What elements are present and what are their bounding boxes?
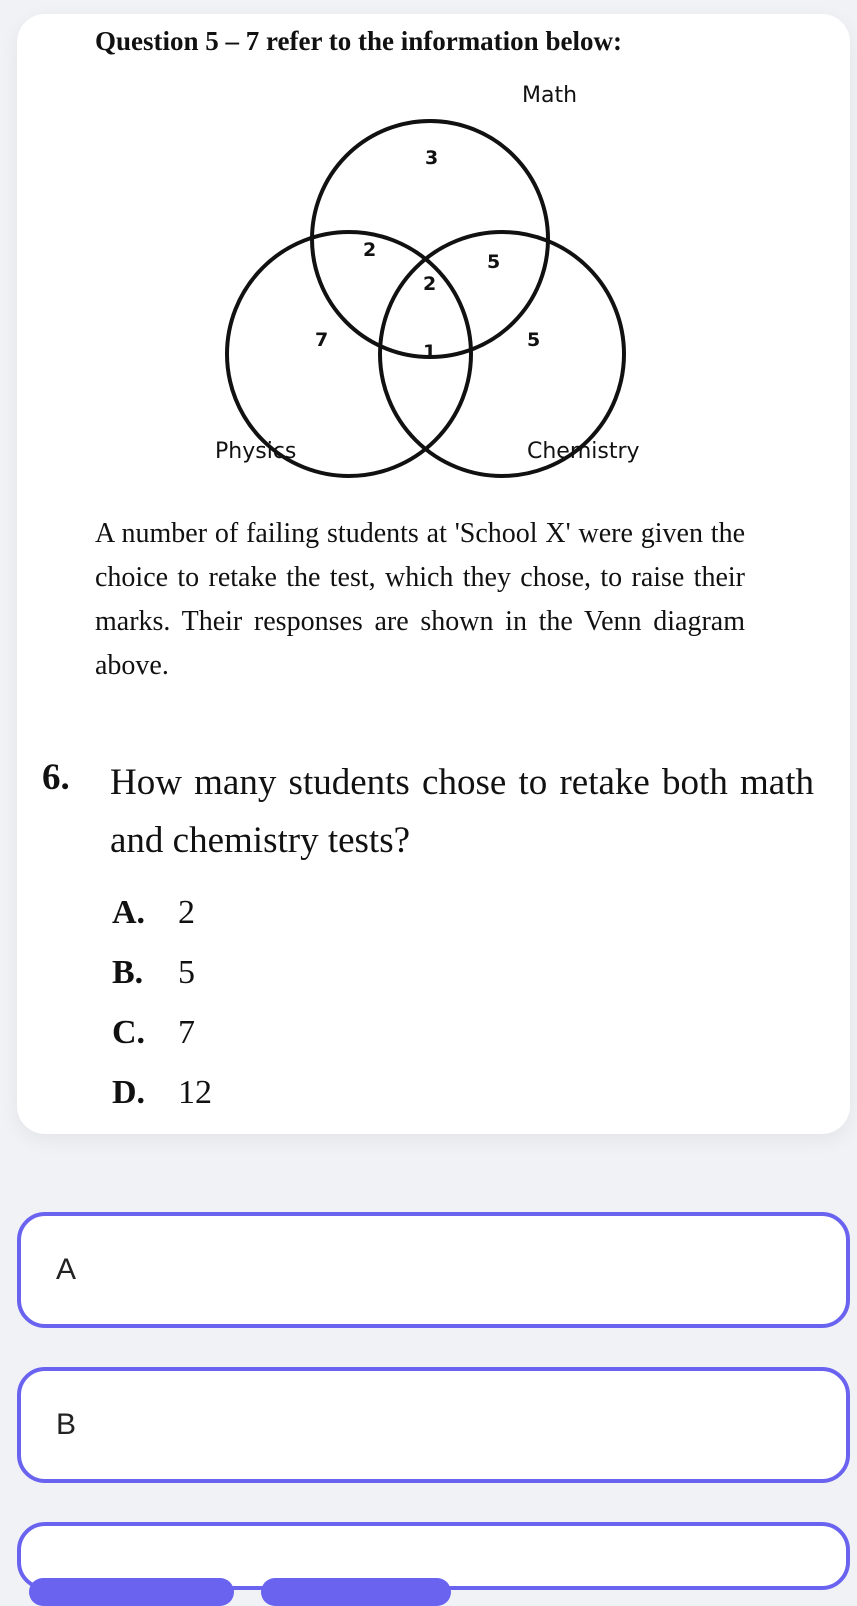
- option-value: 7: [178, 1014, 195, 1051]
- region-physics-chemistry: 1: [423, 341, 437, 363]
- question-number: 6.: [42, 757, 70, 798]
- chemistry-label: Chemistry: [527, 439, 640, 464]
- option-a: [112, 894, 195, 932]
- venn-diagram: [197, 84, 677, 494]
- answer-choice-label: A: [56, 1253, 77, 1286]
- region-math-only: 3: [425, 147, 439, 169]
- option-letter: A.: [112, 894, 146, 931]
- passage-text: A number of failing students at 'School X' were given the choice to retake the test, which they chose, to raise their marks. Their responses are shown in the Venn diagram above.: [95, 518, 745, 681]
- region-math-chemistry: 5: [487, 251, 501, 273]
- region-chemistry-only: 5: [527, 329, 541, 351]
- region-all-three: 2: [423, 273, 437, 295]
- answer-choice-label: B: [56, 1408, 77, 1441]
- physics-label: Physics: [215, 439, 297, 464]
- region-physics-only: 7: [315, 329, 329, 351]
- question-card: [17, 14, 850, 1134]
- option-value: 2: [178, 894, 195, 931]
- region-math-physics: 2: [363, 239, 377, 261]
- progress-tab: [29, 1578, 234, 1606]
- answer-choice-a[interactable]: [17, 1212, 850, 1328]
- option-letter: C.: [112, 1014, 146, 1051]
- math-label: Math: [522, 84, 578, 108]
- question-text: How many students chose to retake both math and chemistry tests?: [110, 762, 814, 861]
- option-value: 5: [178, 954, 195, 991]
- option-d: [112, 1074, 212, 1112]
- option-value: 12: [178, 1074, 212, 1111]
- question-heading: Question 5 – 7 refer to the information below:: [95, 26, 622, 56]
- answer-choice-b[interactable]: [17, 1367, 850, 1483]
- option-letter: B.: [112, 954, 144, 991]
- option-letter: D.: [112, 1074, 146, 1111]
- answer-choice-c[interactable]: [17, 1522, 850, 1590]
- option-c: [112, 1014, 195, 1052]
- progress-tab: [261, 1578, 451, 1606]
- option-b: [112, 954, 195, 992]
